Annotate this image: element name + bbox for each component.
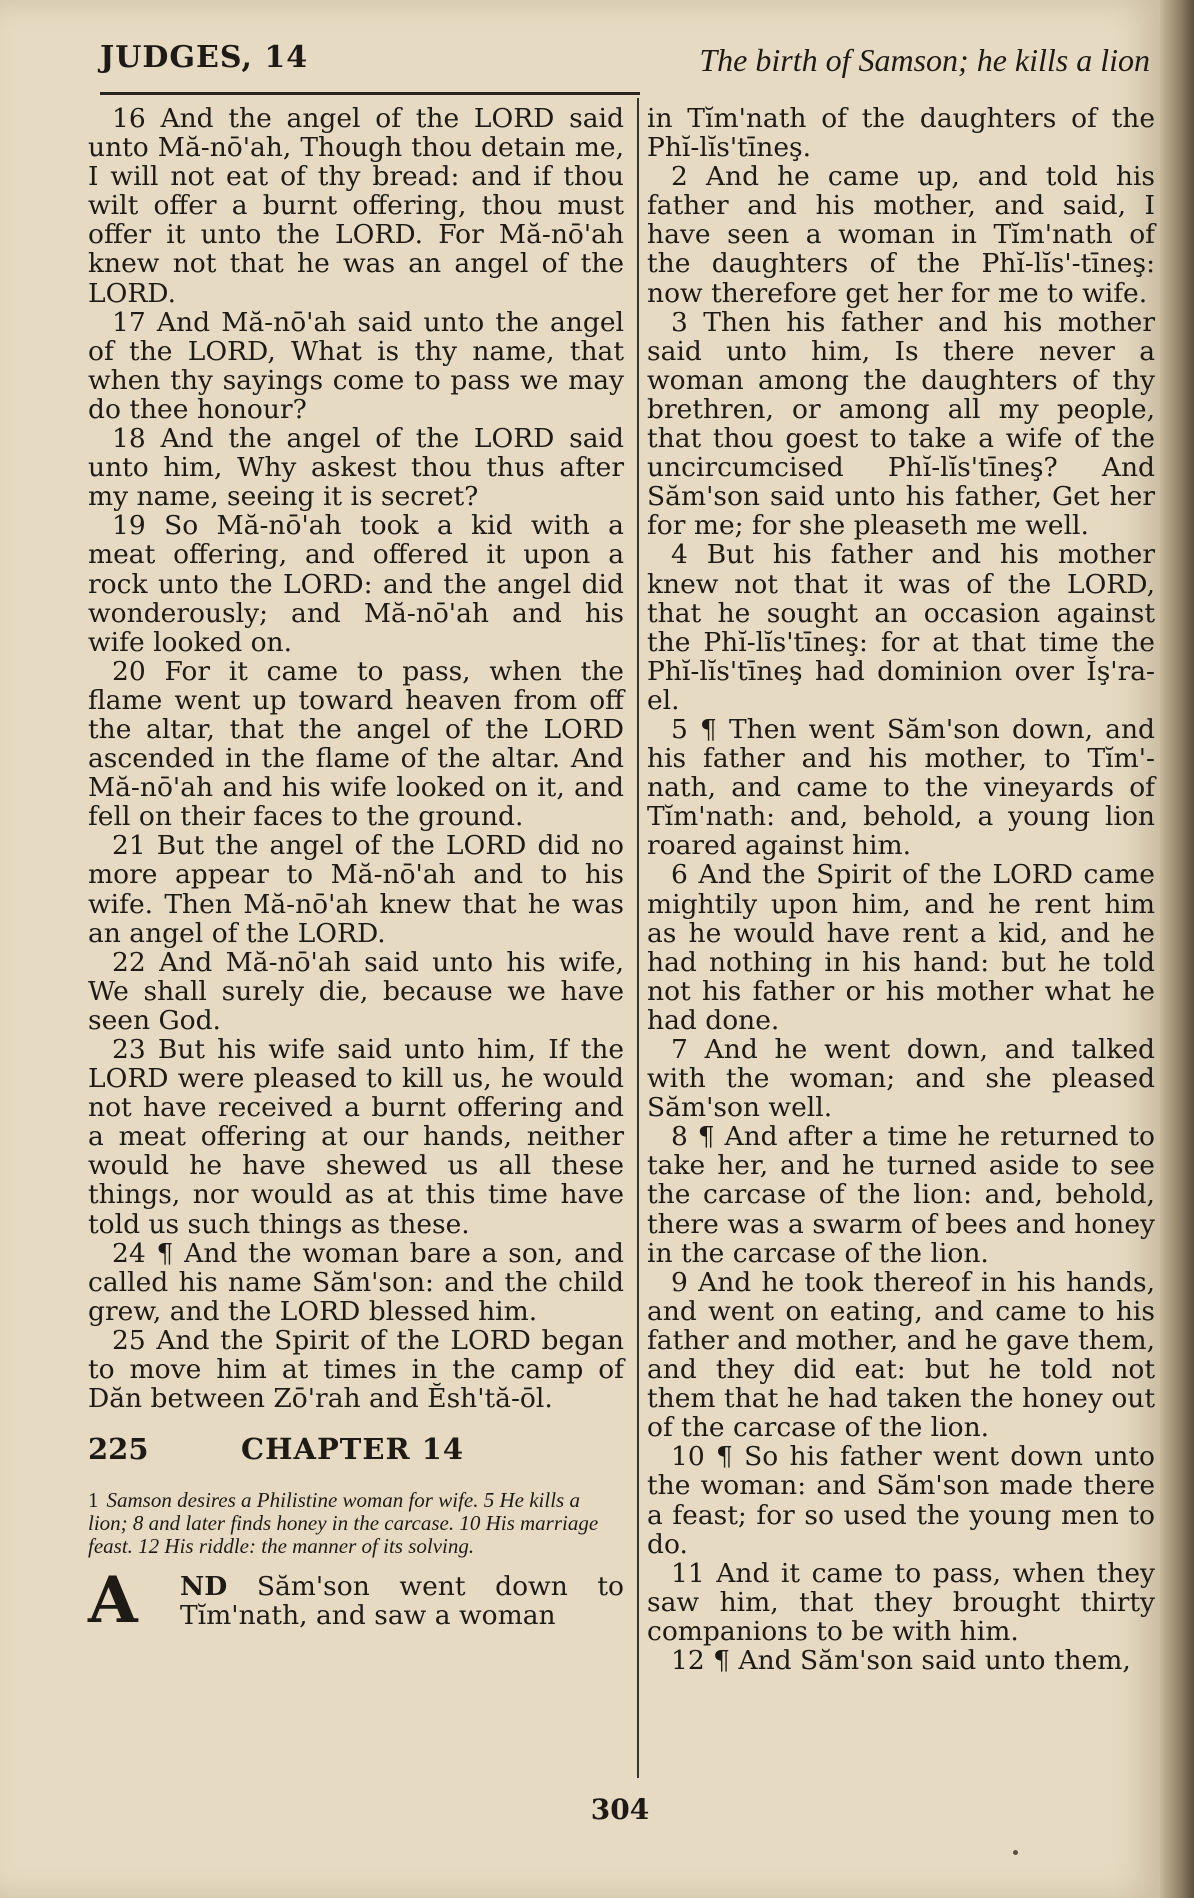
verse-5: 5 ¶ Then went Săm'son down, and his father and his mother, to Tĭm'-nath, and came to the vineyards of Tĭm'nath: and, behold, a young lion roared against him. [647,713,1155,862]
verse-10: 10 ¶ So his father went down unto the woman: and Săm'son made there a feast; for so used the young men to do. [647,1441,1155,1560]
verse-25: 25 And the Spirit of the LORD began to move him at times in the camp of Dăn between Zō'rah and Ĕsh'tă-ōl. [88,1324,624,1415]
book-page-edge [1160,0,1194,1898]
verse-7: 7 And he went down, and talked with the woman; and she pleased Săm'son well. [647,1034,1155,1124]
chapter-summary [88,1489,624,1558]
page-topic-heading: The birth of Samson; he kills a lion [699,42,1150,78]
verse-22: 22 And Mă-nō'ah said unto his wife, We shall surely die, because we have seen God. [88,946,624,1036]
verse-3: 3 Then his father and his mother said unto him, Is there never a woman among the daughters of thy brethren, or among all my people, that thou goest to take a wife of the uncircumcised Phĭ-lĭs'tīneş? And Săm'son said unto his father, Get her for me; for she pleaseth me well. [647,306,1155,542]
running-header [100,40,1150,92]
opening-verse-text: Săm'son went down to Tĭm'nath, and saw a woman [180,1571,624,1632]
chapter-opening [88,1563,624,1639]
verse-19: 19 So Mă-nō'ah took a kid with a meat offering, and offered it upon a rock unto the LORD: and the angel did wonderously; and Mă-nō'ah and his wife looked on. [88,510,624,658]
verse-20: 20 For it came to pass, when the flame went up toward heaven from off the altar, that the angel of the LORD ascended in the flame of the altar. And Mă-nō'ah and his wife looked on it, and fell on their faces to the ground. [88,655,624,833]
verse-6: 6 And the Spirit of the LORD came mightily upon him, and he rent him as he would have rent a kid, and he had nothing in his hand: but he told not his father or his mother what he had done. [647,859,1155,1036]
right-column [647,104,1155,1675]
chapter-reference-number: 225 [88,1432,149,1467]
verse-16: 16 And the angel of the LORD said unto Mă-nō'ah, Though thou detain me, I will not eat of thy bread: and if thou wilt offer a burnt offering, thou must offer it unto the LORD. For Mă-nō'ah knew not that he was an angel of the LORD. [88,103,624,309]
book-chapter-heading: JUDGES, 14 [100,40,309,75]
opening-small-caps: ND [180,1571,228,1603]
verse-12: 12 ¶ And Săm'son said unto them, [671,1644,1131,1676]
verse-9: 9 And he took thereof in his hands, and went on eating, and came to his father and mother, and he gave them, and they did eat: but he told not them that he had taken the honey out of the carcase of the lion. [647,1266,1155,1444]
verse-23: 23 But his wife said unto him, If the LORD were pleased to kill us, he would not have received a burnt offering and a meat offering at our hands, neither would he have shewed us all these things, nor would as at this time have told us such things as these. [88,1034,624,1240]
opening-verse [180,1572,624,1630]
verse-4: 4 But his father and his mother knew not that it was of the LORD, that he sought an occasion against the Phĭ-lĭs'tīneş: for at that time the Phĭ-lĭs'tīneş had dominion over Ĭş'ra-el. [647,539,1155,716]
verse-11: 11 And it came to pass, when they saw him, that they brought thirty companions to be with him. [647,1557,1155,1647]
verse-21: 21 But the angel of the LORD did no more appear to Mă-nō'ah and to his wife. Then Mă-nō'ah knew that he was an angel of the LORD. [88,830,624,949]
chapter-title: CHAPTER 14 [241,1432,465,1467]
summary-text: Samson desires a Philistine woman for wife. 5 He kills a lion; 8 and later finds honey in the carcase. 10 His marriage feast. 12 His riddle: the manner of its solving. [88,1488,599,1559]
verse-17: 17 And Mă-nō'ah said unto the angel of the LORD, What is thy name, that when thy sayings come to pass we may do thee honour? [88,306,624,425]
drop-cap-letter: A [88,1563,138,1639]
verse-8: 8 ¶ And after a time he returned to take her, and he turned aside to see the carcase of the lion: and, behold, there was a swarm of bees and honey in the carcase of the lion. [647,1121,1155,1269]
paper-speck [1013,1850,1018,1855]
column-divider [637,98,639,1778]
page-number: 304 [590,1793,650,1826]
chapter-heading [88,1432,624,1475]
verse-1-continued: in Tĭm'nath of the daughters of the Phĭ-lĭs'tīneş. [647,103,1155,164]
header-rule [100,92,640,95]
verse-24: 24 ¶ And the woman bare a son, and called his name Săm'son: and the child grew, and the LORD blessed him. [88,1237,624,1327]
verse-18: 18 And the angel of the LORD said unto him, Why askest thou thus after my name, seeing it is secret? [88,423,624,513]
left-column [88,103,624,1639]
summary-lead-number: 1 [88,1488,99,1513]
verse-2: 2 And he came up, and told his father and his mother, and said, I have seen a woman in Tĭm'nath of the daughters of the Phĭ-lĭs'-tīneş: now therefore get her for me to wife. [647,161,1155,309]
